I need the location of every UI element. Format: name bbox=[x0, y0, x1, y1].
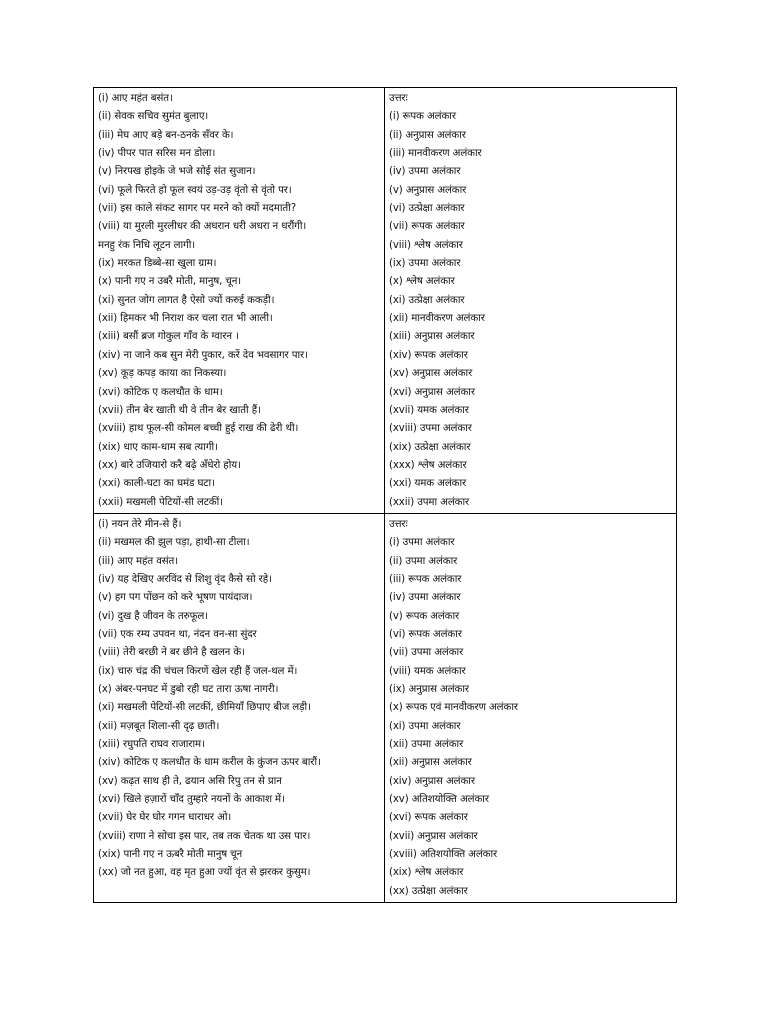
answer-line: (xii) अनुप्रास अलंकार bbox=[389, 757, 472, 769]
answer-line: उत्तरः bbox=[389, 518, 408, 530]
question-line: (iii) आए महंत वसंत। bbox=[98, 555, 179, 567]
question-line: (xvii) घेर घेर घोर गगन धाराधर ओ। bbox=[98, 812, 232, 824]
question-line: (xvi) खिले हज़ारों चाँद तुम्हारे नयनों के आकाश में। bbox=[98, 794, 285, 806]
question-line: (xv) कढ़त साथ ही ते, ढयान असि रिपु तन से प्रान bbox=[98, 775, 282, 787]
question-line: मनहु रंक निधि लूटन लागी। bbox=[98, 239, 196, 251]
answer-line: (xix) उत्प्रेक्षा अलंकार bbox=[389, 441, 471, 453]
question-cell bbox=[94, 513, 385, 902]
answer-line: (viii) श्लेष अलंकार bbox=[389, 239, 463, 251]
answer-line: (xviii) अतिशयोक्ति अलंकार bbox=[389, 849, 498, 861]
alankar-qa-table bbox=[93, 87, 677, 903]
question-line: (xviii) राणा ने सोचा इस पार, तब तक चेतक था उस पार। bbox=[98, 830, 311, 842]
question-line: (xiv) कोटिक ए कलधौत के धाम करील के कुंजन ऊपर बारौं। bbox=[98, 757, 321, 769]
question-line: (xi) सुनत जोग लागत है ऐसो ज्यों करुई ककड़ी। bbox=[98, 294, 275, 306]
answer-line: (xxii) उपमा अलंकार bbox=[389, 496, 470, 508]
answer-line: (ii) उपमा अलंकार bbox=[389, 555, 458, 567]
answer-line: (xiii) अनुप्रास अलंकार bbox=[389, 331, 475, 343]
question-line: (xviii) हाथ फूल-सी कोमल बच्ची हुई राख की ढेरी थी। bbox=[98, 423, 299, 435]
question-line: (vii) एक रम्य उपवन था, नंदन वन-सा सुंदर bbox=[98, 628, 257, 640]
answer-line: (v) अनुप्रास अलंकार bbox=[389, 184, 467, 196]
question-line: (ii) मखमल की झुल पड़ा, हाथी-सा टीला। bbox=[98, 537, 250, 549]
answer-line: (ix) अनुप्रास अलंकार bbox=[389, 684, 469, 695]
question-line: (xvi) कोटिक ए कलधौत के धाम। bbox=[98, 386, 223, 398]
answer-line: (xiv) रूपक अलंकार bbox=[389, 349, 468, 361]
table-row bbox=[94, 513, 677, 902]
question-line: (xi) मखमली पेटियों-सी लटकीं, छीमियाँ छिपाए बीज लड़ी। bbox=[98, 702, 311, 714]
question-line: (viii) या मुरली मुरलीधर की अधरान धरी अधरा न धरौंगी। bbox=[98, 221, 307, 233]
answer-line: (xiv) अनुप्रास अलंकार bbox=[389, 775, 475, 787]
question-line: (x) अंबर-पनघट में डुबो रही घट तारा ऊषा नागरी। bbox=[98, 684, 279, 695]
answer-line: (xv) अनुप्रास अलंकार bbox=[389, 368, 473, 380]
answer-line: (xii) मानवीकरण अलंकार bbox=[389, 313, 485, 325]
question-line: (xvii) तीन बेर खाती थी वे तीन बेर खाती हैं। bbox=[98, 404, 261, 416]
answer-line: (vii) रूपक अलंकार bbox=[389, 221, 465, 233]
answer-line: (xii) उपमा अलंकार bbox=[389, 739, 464, 751]
question-line: (v) हग पग पोंछन को करे भूषण पायंदाज। bbox=[98, 592, 253, 604]
answer-line: (xxi) यमक अलंकार bbox=[389, 478, 467, 490]
answer-line: (xvii) अनुप्रास अलंकार bbox=[389, 830, 478, 842]
question-line: (i) नयन तेरे मीन-से हैं। bbox=[98, 518, 182, 530]
answer-line: (i) रूपक अलंकार bbox=[389, 111, 456, 123]
question-line: (iii) मेघ आए बड़े बन-ठनके सँवर के। bbox=[98, 129, 234, 141]
question-line: (ii) सेवक सचिव सुमंत बुलाए। bbox=[98, 111, 209, 123]
answer-line: (xvii) यमक अलंकार bbox=[389, 404, 469, 416]
question-line: (xix) धाए काम-धाम सब त्यागी। bbox=[98, 441, 218, 453]
question-line: (v) निरपख होइके जे भजे सोई संत सुजान। bbox=[98, 166, 256, 178]
question-line: (xiii) बसौं ब्रज गोकुल गाँव के ग्वारन । bbox=[98, 331, 239, 343]
answer-line: (viii) यमक अलंकार bbox=[389, 665, 466, 677]
answer-line: (iii) मानवीकरण अलंकार bbox=[389, 148, 482, 160]
question-line: (x) पानी गए न उबरै मोती, मानुष, चून। bbox=[98, 276, 242, 288]
question-line: (xv) कूड़ कपड़ काया का निकस्या। bbox=[98, 368, 227, 380]
answer-line: (vi) रूपक अलंकार bbox=[389, 628, 462, 640]
question-line: (xii) हिमकर भी निराश कर चला रात भी आली। bbox=[98, 313, 273, 325]
answer-line: (v) रूपक अलंकार bbox=[389, 610, 460, 622]
answer-line: (vii) उपमा अलंकार bbox=[389, 647, 464, 659]
answer-line: (xxx) श्लेष अलंकार bbox=[389, 459, 467, 471]
question-line: (i) आए महंत बसंत। bbox=[98, 93, 173, 104]
question-line: (xiv) ना जाने कब सुन मेरी पुकार, करें देव भवसागर पार। bbox=[98, 349, 308, 361]
question-line: (xxi) काली-घटा का घमंड घटा। bbox=[98, 478, 215, 490]
question-line: (vi) फूले फिरते हो फूल स्वयं उड़-उड़ वृंतो से वृंतो पर। bbox=[98, 184, 292, 196]
answer-line: (iv) उपमा अलंकार bbox=[389, 166, 461, 178]
table-row bbox=[94, 88, 677, 514]
answer-line: (ix) उपमा अलंकार bbox=[389, 258, 461, 270]
answer-line: (iv) उपमा अलंकार bbox=[389, 592, 461, 604]
answer-line: (ii) अनुप्रास अलंकार bbox=[389, 129, 466, 141]
question-line: (xiii) रघुपति राघव राजाराम। bbox=[98, 739, 205, 751]
answer-cell bbox=[385, 88, 677, 514]
answer-line: (xvi) रूपक अलंकार bbox=[389, 812, 468, 824]
question-line: (xxii) मखमली पेटियों-सी लटकीं। bbox=[98, 496, 223, 508]
answer-line: (iii) रूपक अलंकार bbox=[389, 573, 462, 585]
question-line: (iv) यह देखिए अरविंद से शिशु वृंद कैसे सो रहे। bbox=[98, 573, 272, 585]
question-line: (vii) इस काले संकट सागर पर मरने को क्यों मदमाती? bbox=[98, 203, 297, 215]
question-line: (xii) मज़बूत शिला-सी दृढ़ छाती। bbox=[98, 720, 220, 732]
answer-line: (x) श्लेष अलंकार bbox=[389, 276, 455, 288]
answer-line: (xv) अतिशयोक्ति अलंकार bbox=[389, 794, 489, 806]
question-line: (xx) बारे उजियारो करै बढ़े अँधेरो होय। bbox=[98, 459, 241, 471]
answer-line: उत्तरः bbox=[389, 93, 408, 104]
question-line: (vi) दुख है जीवन के तरुफूल। bbox=[98, 610, 208, 622]
question-line: (ix) चारु चंद्र की चंचल किरणें खेल रही हैं जल-थल में। bbox=[98, 665, 298, 677]
answer-line: (xvi) अनुप्रास अलंकार bbox=[389, 386, 475, 398]
answer-line: (xx) उत्प्रेक्षा अलंकार bbox=[389, 885, 468, 897]
answer-line: (xviii) उपमा अलंकार bbox=[389, 423, 472, 435]
answer-line: (xi) उपमा अलंकार bbox=[389, 720, 461, 732]
answer-line: (xix) श्लेष अलंकार bbox=[389, 867, 464, 879]
answer-line: (vi) उत्प्रेक्षा अलंकार bbox=[389, 203, 465, 215]
answer-line: (x) रूपक एवं मानवीकरण अलंकार bbox=[389, 702, 518, 714]
question-line: (xix) पानी गए न ऊबरै मोती मानुष चून bbox=[98, 849, 243, 861]
question-line: (ix) मरकत डिब्बे-सा खुला ग्राम। bbox=[98, 258, 217, 270]
answer-line: (xi) उत्प्रेक्षा अलंकार bbox=[389, 294, 465, 306]
question-cell bbox=[94, 88, 385, 514]
question-line: (iv) पीपर पात सरिस मन डोला। bbox=[98, 148, 216, 160]
question-line: (xx) जो नत हुआ, वह मृत हुआ ज्यों वृंत से झरकर कुसुम। bbox=[98, 867, 311, 879]
question-line: (viii) तेरी बरछी ने बर छीने है खलन के। bbox=[98, 647, 245, 659]
answer-line: (i) उपमा अलंकार bbox=[389, 537, 455, 549]
answer-cell bbox=[385, 513, 677, 902]
